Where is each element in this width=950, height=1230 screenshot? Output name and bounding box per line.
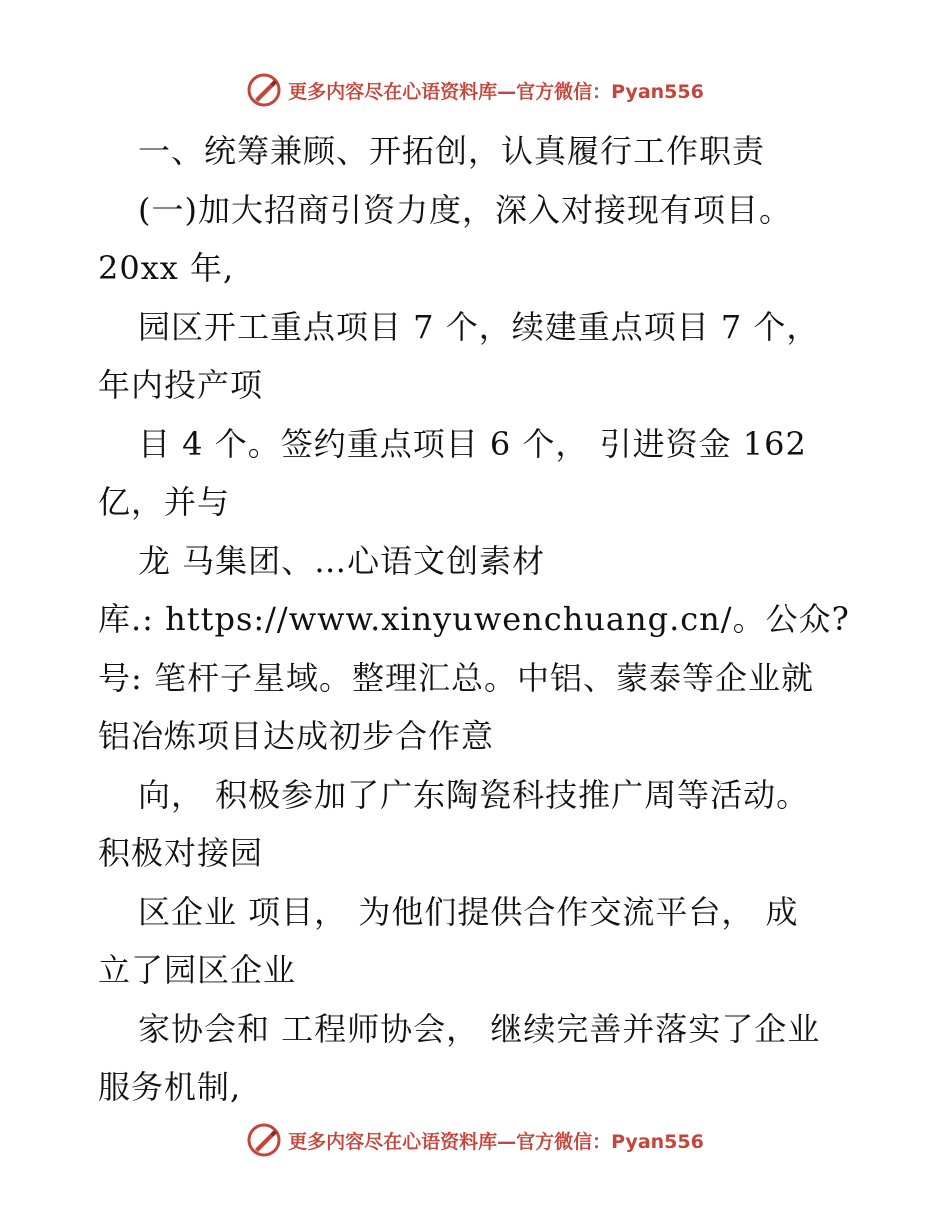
body-line: 区企业 项目， 为他们提供合作交流平台， 成: [138, 892, 799, 931]
body-line: 20xx 年,: [98, 249, 235, 287]
body-line: 园区开工重点项目 7 个，续建重点项目 7 个，: [138, 307, 820, 346]
pen-logo-icon: [246, 72, 282, 108]
body-line: 亿，并与: [98, 483, 231, 521]
body-line: 家协会和 工程师协会， 继续完善并落实了企业: [138, 1009, 821, 1048]
body-line: 目 4 个。签约重点项目 6 个， 引进资金 162: [138, 424, 807, 463]
header-banner-text: 更多内容尽在心语资料库—官方微信：Pyan556: [288, 80, 704, 103]
body-line: 服务机制,: [98, 1068, 242, 1106]
body-line: 立了园区企业: [98, 951, 297, 989]
body-line: 向， 积极参加了广东陶瓷科技推广周等活动。: [138, 775, 810, 814]
body-line: 积极对接园: [98, 834, 264, 872]
footer-banner-text: 更多内容尽在心语资料库—官方微信：Pyan556: [288, 1130, 704, 1153]
body-line: 年内投产项: [98, 366, 264, 404]
body-line: (一)加大招商引资力度，深入对接现有项目。: [138, 190, 792, 229]
footer-banner: [0, 1120, 950, 1160]
body-line: 一、统筹兼顾、开拓创，认真履行工作职责: [138, 132, 766, 170]
body-line: 龙 马集团、…心语文创素材: [138, 541, 546, 580]
body-line: 号: 笔杆子星域。整理汇总。中铝、蒙泰等企业就: [98, 658, 814, 697]
header-banner: [0, 70, 950, 110]
pen-logo-icon: [246, 1122, 282, 1158]
body-line: 库.: https://www.xinyuwenchuang.cn/。公众?: [98, 600, 850, 638]
body-line: 铝冶炼项目达成初步合作意: [98, 717, 495, 755]
document-body: [98, 122, 858, 1117]
